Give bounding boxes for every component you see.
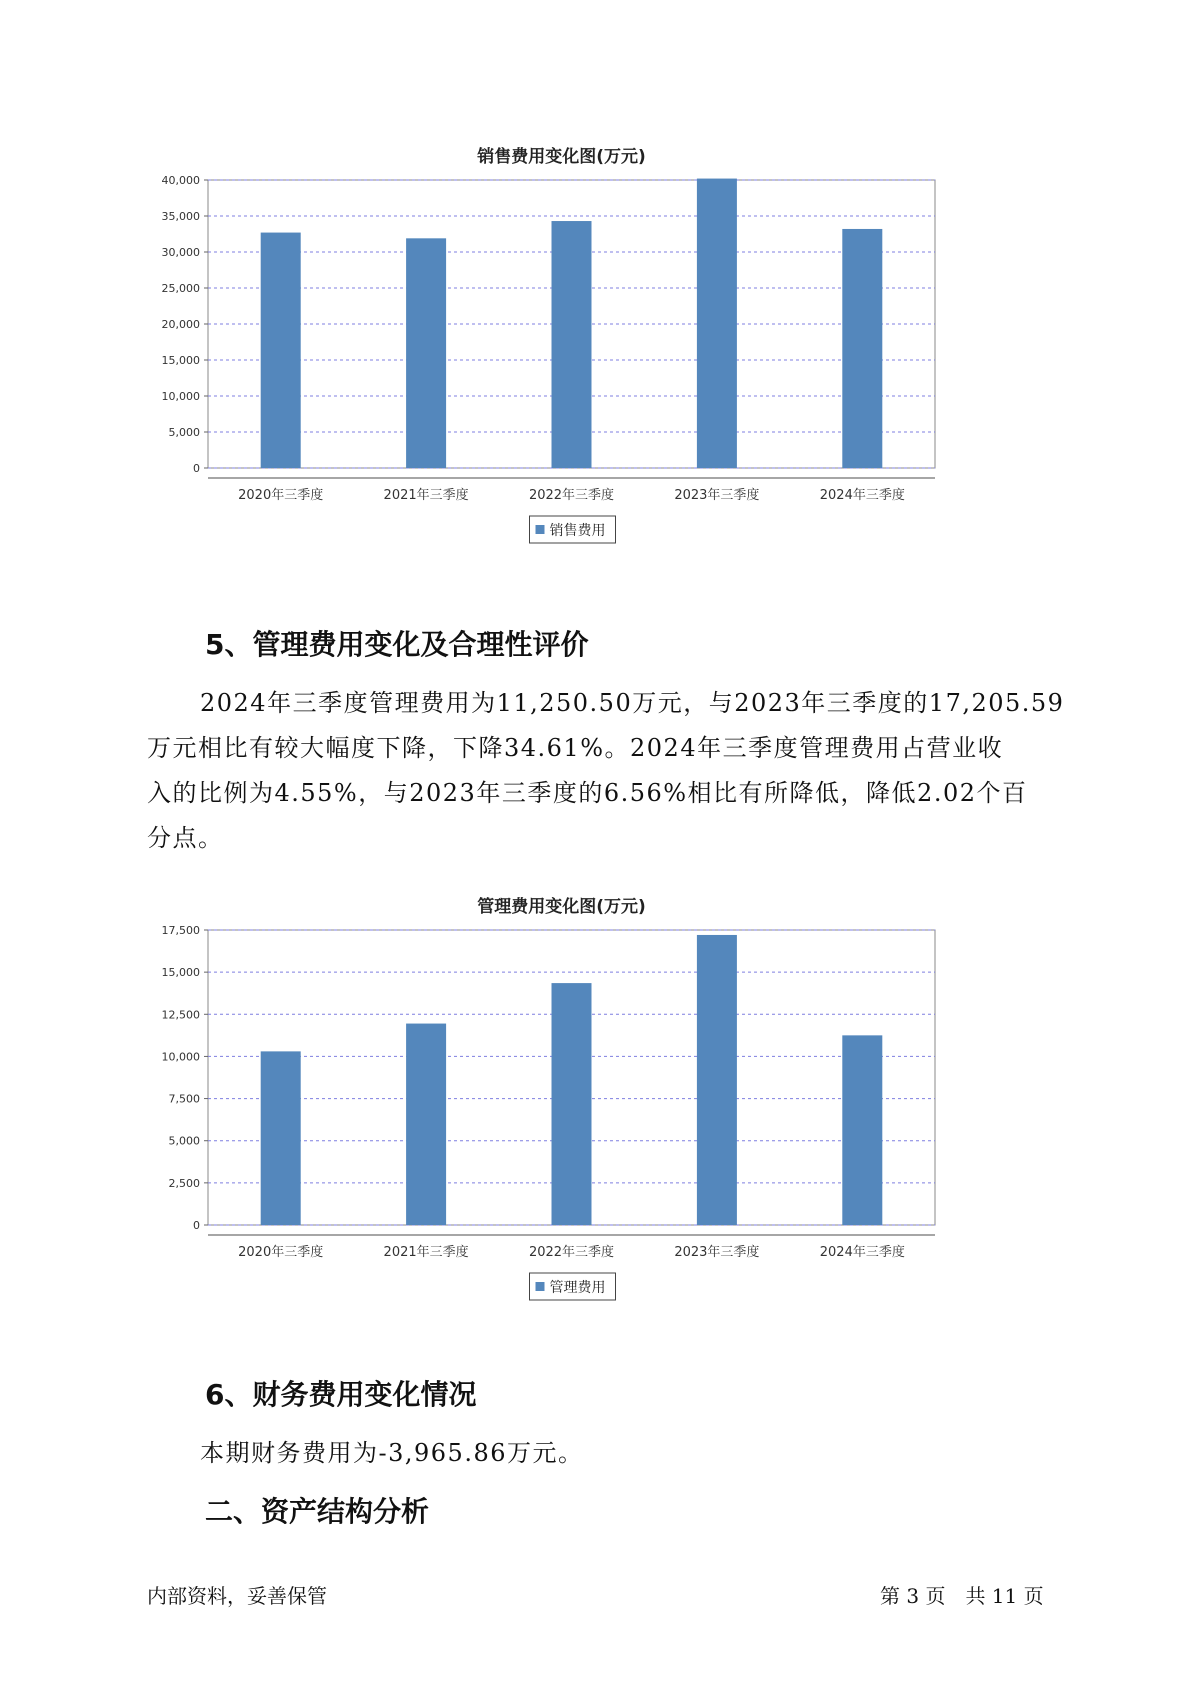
chart0-legend-swatch	[536, 525, 545, 534]
chart1-bar	[697, 935, 737, 1225]
chart1-xtick-label: 2021年三季度	[383, 1245, 469, 1260]
chart0-xtick-label: 2023年三季度	[674, 488, 760, 503]
chart1-ytick-label: 7,500	[168, 1092, 200, 1106]
chart1-ytick-label: 10,000	[161, 1050, 200, 1064]
chart0-bar	[406, 238, 446, 468]
admin-expense-chart-svg	[150, 890, 1040, 1350]
chart0-ytick-label: 5,000	[168, 426, 200, 439]
chart0-ytick-label: 10,000	[161, 390, 200, 403]
chart0-bar	[261, 233, 301, 468]
chart1-ytick-label: 15,000	[161, 966, 200, 980]
chart0-title: 销售费用变化图(万元)	[477, 147, 646, 167]
admin-expense-chart	[150, 890, 1040, 1350]
chart0-ytick-label: 40,000	[161, 174, 200, 187]
chart0-xtick-label: 2020年三季度	[238, 488, 324, 503]
chart0-bar	[697, 179, 737, 468]
chart0-xtick-label: 2022年三季度	[528, 488, 615, 503]
chart1-legend-label: 管理费用	[549, 1280, 606, 1296]
section-5-line-1: 2024年三季度管理费用为11,250.50万元，与2023年三季度的17,205.59	[200, 689, 1065, 717]
chart1-title: 管理费用变化图(万元)	[477, 897, 646, 917]
chart1-ytick-label: 12,500	[161, 1008, 200, 1022]
chart0-bar	[552, 221, 592, 468]
chart1-legend-swatch	[536, 1282, 545, 1291]
chart1-ytick-label: 2,500	[168, 1176, 200, 1190]
chart1-xtick-label: 2023年三季度	[674, 1245, 760, 1260]
chart0-ytick-label: 0	[193, 462, 200, 475]
chart1-bar	[552, 983, 592, 1225]
section-5-line-4: 分点。	[147, 824, 224, 852]
sales-expense-chart-svg	[150, 140, 1040, 580]
chart1-ytick-label: 0	[193, 1219, 200, 1232]
chart1-bar	[406, 1024, 446, 1225]
sales-expense-chart	[150, 140, 1040, 580]
chart1-bar	[842, 1035, 882, 1225]
chart0-xtick-label: 2024年三季度	[819, 488, 905, 503]
chart1-xtick-label: 2020年三季度	[238, 1245, 324, 1260]
chart0-ytick-label: 20,000	[161, 318, 200, 331]
chart1-xtick-label: 2024年三季度	[819, 1245, 905, 1260]
chart0-legend-label: 销售费用	[549, 523, 606, 539]
chart0-xtick-label: 2021年三季度	[383, 488, 469, 503]
section-5-line-2: 万元相比有较大幅度下降，下降34.61%。2024年三季度管理费用占营业收	[147, 734, 1004, 762]
footer-page-number: 第 3 页 共 11 页	[880, 1584, 1044, 1608]
chart0-bar	[842, 229, 882, 468]
chart1-ytick-label: 17,500	[161, 924, 200, 937]
chart0-ytick-label: 15,000	[161, 354, 200, 367]
chart0-ytick-label: 35,000	[161, 210, 200, 223]
section-5-heading: 5、管理费用变化及合理性评价	[205, 628, 589, 661]
chart1-ytick-label: 5,000	[168, 1134, 200, 1148]
chart0-ytick-label: 30,000	[161, 246, 200, 259]
chart1-bar	[261, 1051, 301, 1225]
chart1-xtick-label: 2022年三季度	[528, 1245, 615, 1260]
chart0-ytick-label: 25,000	[161, 282, 200, 295]
section-2-heading: 二、资产结构分析	[205, 1495, 430, 1528]
section-6-heading: 6、财务费用变化情况	[205, 1378, 477, 1411]
footer-left: 内部资料，妥善保管	[147, 1584, 327, 1608]
section-5-line-3: 入的比例为4.55%，与2023年三季度的6.56%相比有所降低，降低2.02个百	[147, 779, 1028, 807]
section-6-text: 本期财务费用为-3,965.86万元。	[200, 1439, 584, 1467]
